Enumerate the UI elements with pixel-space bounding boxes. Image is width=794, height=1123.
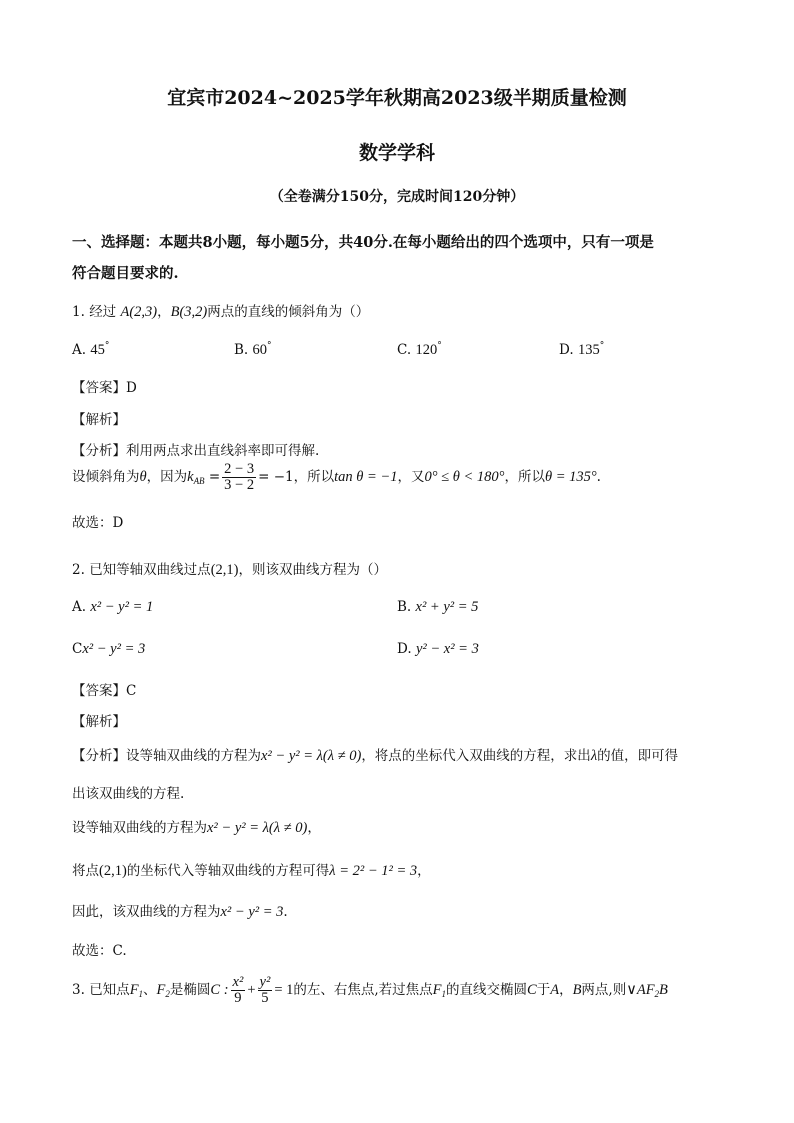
tan-equation: tan θ = −1 (334, 469, 398, 485)
solution-text: = −1，所以 (258, 469, 335, 485)
period: . (283, 904, 288, 920)
f-letter: F (156, 982, 166, 998)
q1-option-a (72, 341, 109, 359)
focus-f2 (157, 982, 170, 998)
hint-text: 【分析】设等轴双曲线的方程为 (72, 748, 261, 764)
q1-sep: ， (157, 304, 171, 320)
q2-option-c (72, 641, 145, 658)
option-value: 45 (90, 342, 105, 358)
option-label: B. (234, 342, 249, 358)
option-equation: x² + y² = 5 (415, 599, 479, 615)
hyperbola-result: x² − y² = 3 (220, 904, 284, 920)
option-label: C. (397, 342, 412, 358)
q2-option-d (397, 641, 479, 658)
q1-number: 1. (72, 304, 85, 320)
period: . (596, 469, 601, 485)
angle-result: θ = 135° (544, 469, 597, 485)
q3-stem (72, 975, 668, 1006)
q2-number: 2. (72, 562, 85, 578)
degree-mark: ° (267, 341, 272, 351)
equals-sign: = (208, 469, 221, 485)
stem-text: 已知点 (89, 982, 130, 998)
exam-note: （全卷满分150分，完成时间120分钟） (269, 189, 525, 205)
stem-text: ，则该双曲线方程为（） (238, 562, 387, 578)
focus-f1 (130, 982, 143, 998)
q1-point-a: A(2,3) (120, 304, 158, 320)
q1-stem-pre: 经过 (89, 304, 117, 320)
q2-solution-3 (72, 900, 288, 921)
q1-choose: 故选：D (72, 515, 124, 531)
section-heading-line1: 一、选择题：本题共8小题，每小题5分，共40分.在每小题给出的四个选项中，只有一项是 (72, 234, 654, 251)
solution-text: 的坐标代入等轴双曲线的方程可得 (126, 863, 330, 879)
degree-mark: ° (599, 341, 605, 351)
fraction-denominator: 5 (261, 990, 269, 1006)
y-fraction (258, 975, 273, 1006)
q2-point: (2,1) (99, 863, 127, 879)
f-letter: F (129, 982, 139, 998)
x-fraction (231, 975, 246, 1006)
triangle-text: ∨AF (626, 982, 655, 998)
slope-symbol (187, 469, 204, 485)
hint-text: ，将点的坐标代入双曲线的方程，求出 (361, 748, 591, 764)
option-label: C (72, 641, 83, 657)
stem-text: 已知等轴双曲线过点 (89, 562, 211, 578)
triangle-text: B (659, 982, 668, 998)
q2-solution-2 (72, 859, 431, 880)
slope-fraction (222, 462, 256, 493)
stem-text: 于 (536, 982, 551, 998)
ellipse-label: C : (210, 982, 229, 998)
point-b: B (572, 982, 582, 998)
option-label: A. (72, 342, 87, 358)
q2-solution-1 (72, 816, 321, 837)
q1-solution (72, 462, 601, 493)
option-label: D. (559, 342, 574, 358)
stem-text: 两点,则 (581, 982, 627, 998)
theta-symbol: θ (139, 469, 147, 485)
equals-one: = 1 (274, 982, 294, 998)
option-value: 135 (577, 342, 600, 358)
q2-hint (72, 744, 678, 765)
subject-title: 数学学科 (358, 142, 435, 164)
q1-option-d (559, 341, 604, 359)
k-letter: k (187, 469, 194, 485)
section-heading-line2: 符合题目要求的. (72, 265, 179, 282)
option-label: A. (72, 599, 87, 615)
q2-answer: 【答案】C (72, 683, 137, 699)
fraction-numerator: y² (259, 974, 271, 990)
f-subscript: 1 (441, 989, 447, 999)
ellipse-c: C (527, 982, 537, 998)
stem-text: 的左、右焦点,若过焦点 (293, 982, 433, 998)
option-label: D. (397, 641, 412, 657)
f-subscript: 1 (138, 989, 144, 999)
stem-text: 的直线交椭圆 (446, 982, 528, 998)
option-value: 120 (415, 342, 438, 358)
degree-mark: ° (104, 341, 110, 351)
q1-answer: 【答案】D (72, 380, 137, 396)
focus-f1 (433, 982, 446, 998)
solution-text: ， (307, 820, 321, 836)
fraction-numerator: 2 − 3 (224, 461, 255, 477)
q2-choose: 故选：C. (72, 943, 127, 959)
solution-text: 设等轴双曲线的方程为 (72, 820, 207, 836)
fraction-denominator: 3 − 2 (224, 477, 255, 493)
solution-text: ，又 (397, 469, 425, 485)
option-equation: y² − x² = 3 (415, 641, 479, 657)
solution-text: 因此，该双曲线的方程为 (72, 904, 221, 920)
f-subscript: 2 (165, 989, 170, 999)
triangle-af2b (626, 982, 668, 998)
exam-title: 宜宾市2024~2025学年秋期高2023级半期质量检测 (167, 87, 627, 109)
q2-analysis-label: 【解析】 (72, 714, 126, 730)
solution-text: ，因为 (146, 469, 188, 485)
lambda-result: λ = 2² − 1² = 3 (329, 863, 418, 879)
q1-option-c (397, 341, 442, 359)
q2-stem (72, 558, 387, 579)
q1-stem (72, 300, 369, 321)
q2-option-a (72, 599, 153, 616)
hyperbola-lambda-equation: x² − y² = λ(λ ≠ 0) (261, 748, 362, 764)
solution-text: 将点 (72, 863, 99, 879)
q1-point-b: B(3,2) (170, 304, 208, 320)
stem-text: 、 (143, 982, 157, 998)
hyperbola-lambda-equation: x² − y² = λ(λ ≠ 0) (207, 820, 308, 836)
fraction-numerator: x² (232, 974, 244, 990)
option-equation: x² − y² = 3 (82, 641, 146, 657)
q1-hint: 【分析】利用两点求出直线斜率即可得解. (72, 443, 320, 459)
solution-text: 设倾斜角为 (72, 469, 140, 485)
solution-text: ， (417, 863, 431, 879)
plus-sign: + (247, 982, 256, 998)
lambda-symbol: λ (590, 748, 598, 764)
q2-hint-cont: 出该双曲线的方程. (72, 786, 185, 802)
k-subscript: AB (193, 476, 205, 486)
q1-stem-post: 两点的直线的倾斜角为（） (207, 304, 370, 320)
stem-text: 是椭圆 (169, 982, 211, 998)
hint-text: 的值，即可得 (597, 748, 679, 764)
q2-point: (2,1) (210, 562, 239, 578)
point-a: A (550, 982, 560, 998)
option-value: 60 (252, 342, 268, 358)
f-letter: F (432, 982, 442, 998)
degree-mark: ° (437, 341, 442, 351)
option-equation: x² − y² = 1 (90, 599, 154, 615)
angle-range: 0° ≤ θ < 180° (424, 469, 505, 485)
q3-number: 3. (72, 982, 85, 998)
q2-option-b (397, 599, 478, 616)
f-subscript: 2 (654, 989, 660, 999)
option-label: B. (397, 599, 412, 615)
q1-analysis-label: 【解析】 (72, 412, 126, 428)
solution-text: ，所以 (504, 469, 545, 485)
q1-option-b (234, 341, 272, 359)
fraction-denominator: 9 (234, 990, 242, 1006)
stem-text: ， (559, 982, 573, 998)
